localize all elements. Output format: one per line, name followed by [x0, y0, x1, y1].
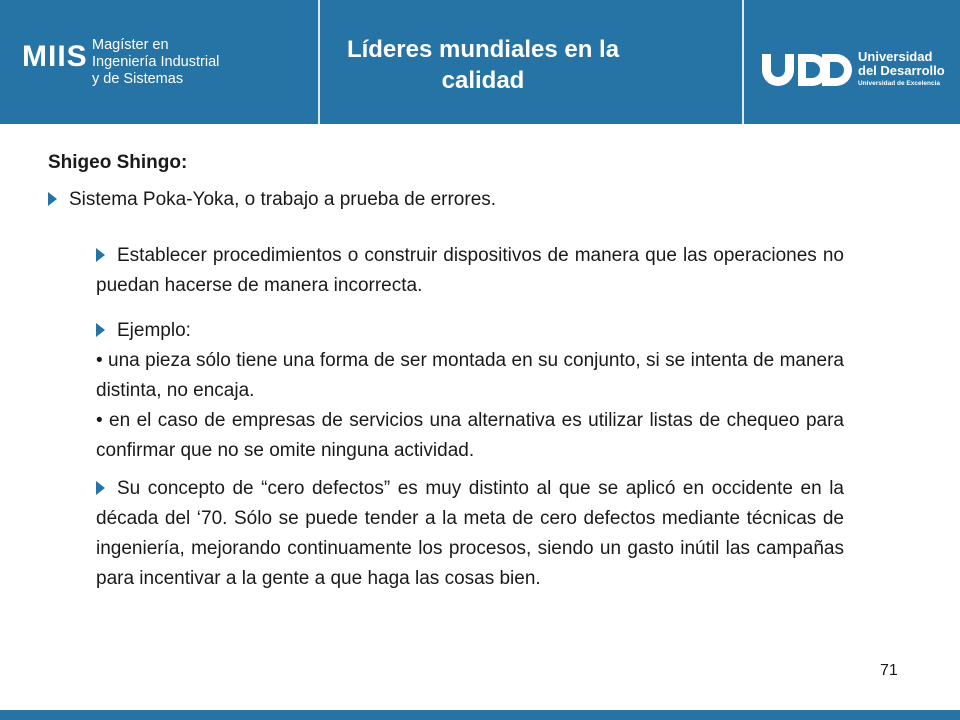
bullet-arrow-icon [96, 481, 105, 495]
slide-title-line-2: calidad [441, 67, 525, 94]
university-tagline: Universidad de Excelencia [858, 80, 941, 87]
university-name [858, 50, 945, 78]
bullet-level-1 [48, 189, 496, 211]
program-name-line-2: Ingeniería Industrial [92, 54, 220, 70]
bullet-item-zero-defects [96, 474, 844, 594]
slide-title-line-1: Líderes mundiales en la [346, 36, 620, 63]
bullet-level-1-text: Sistema Poka-Yoka, o trabajo a prueba de errores. [69, 189, 497, 210]
slide-header [0, 0, 960, 124]
bullet-item-procedures-text: Establecer procedimientos o construir dispositivos de manera que las operaciones no puedan hacerse de manera incorrecta. [96, 245, 844, 296]
bullet-arrow-icon [48, 192, 57, 206]
page-number: 71 [880, 662, 898, 679]
bullet-item-procedures [96, 241, 844, 301]
example-sub-item-2: • en el caso de empresas de servicios una alternativa es utilizar listas de chequeo para confirmar que no se omite ninguna actividad. [96, 410, 844, 461]
university-name-line-1: Universidad [858, 49, 933, 64]
udd-logo-icon [760, 50, 852, 86]
example-sub-item-1: • una pieza sólo tiene una forma de ser montada en su conjunto, si se intenta de manera distinta, no encaja. [96, 350, 844, 401]
program-name-line-3: y de Sistemas [92, 71, 184, 87]
program-name-line-1: Magíster en [92, 37, 169, 53]
bullet-arrow-icon [96, 323, 105, 337]
slide-title [318, 34, 648, 96]
section-heading: Shigeo Shingo: [48, 152, 188, 173]
program-name [92, 37, 219, 88]
header-divider-right [742, 0, 744, 124]
university-name-line-2: del Desarrollo [858, 63, 945, 78]
bullet-item-example [96, 316, 844, 466]
footer-bar [0, 710, 960, 720]
program-abbreviation: MIIS [22, 40, 88, 73]
example-label: Ejemplo: [117, 320, 191, 341]
bullet-arrow-icon [96, 248, 105, 262]
bullet-item-zero-defects-text: Su concepto de “cero defectos” es muy distinto al que se aplicó en occidente en la década del ‘70. Sólo se puede tender a la meta de cero defectos mediante técnicas de ingeniería, mejorando continuamente los procesos, siendo un gasto inútil las campañas para incentivar a la gente a que haga las cosas bien. [96, 478, 844, 589]
